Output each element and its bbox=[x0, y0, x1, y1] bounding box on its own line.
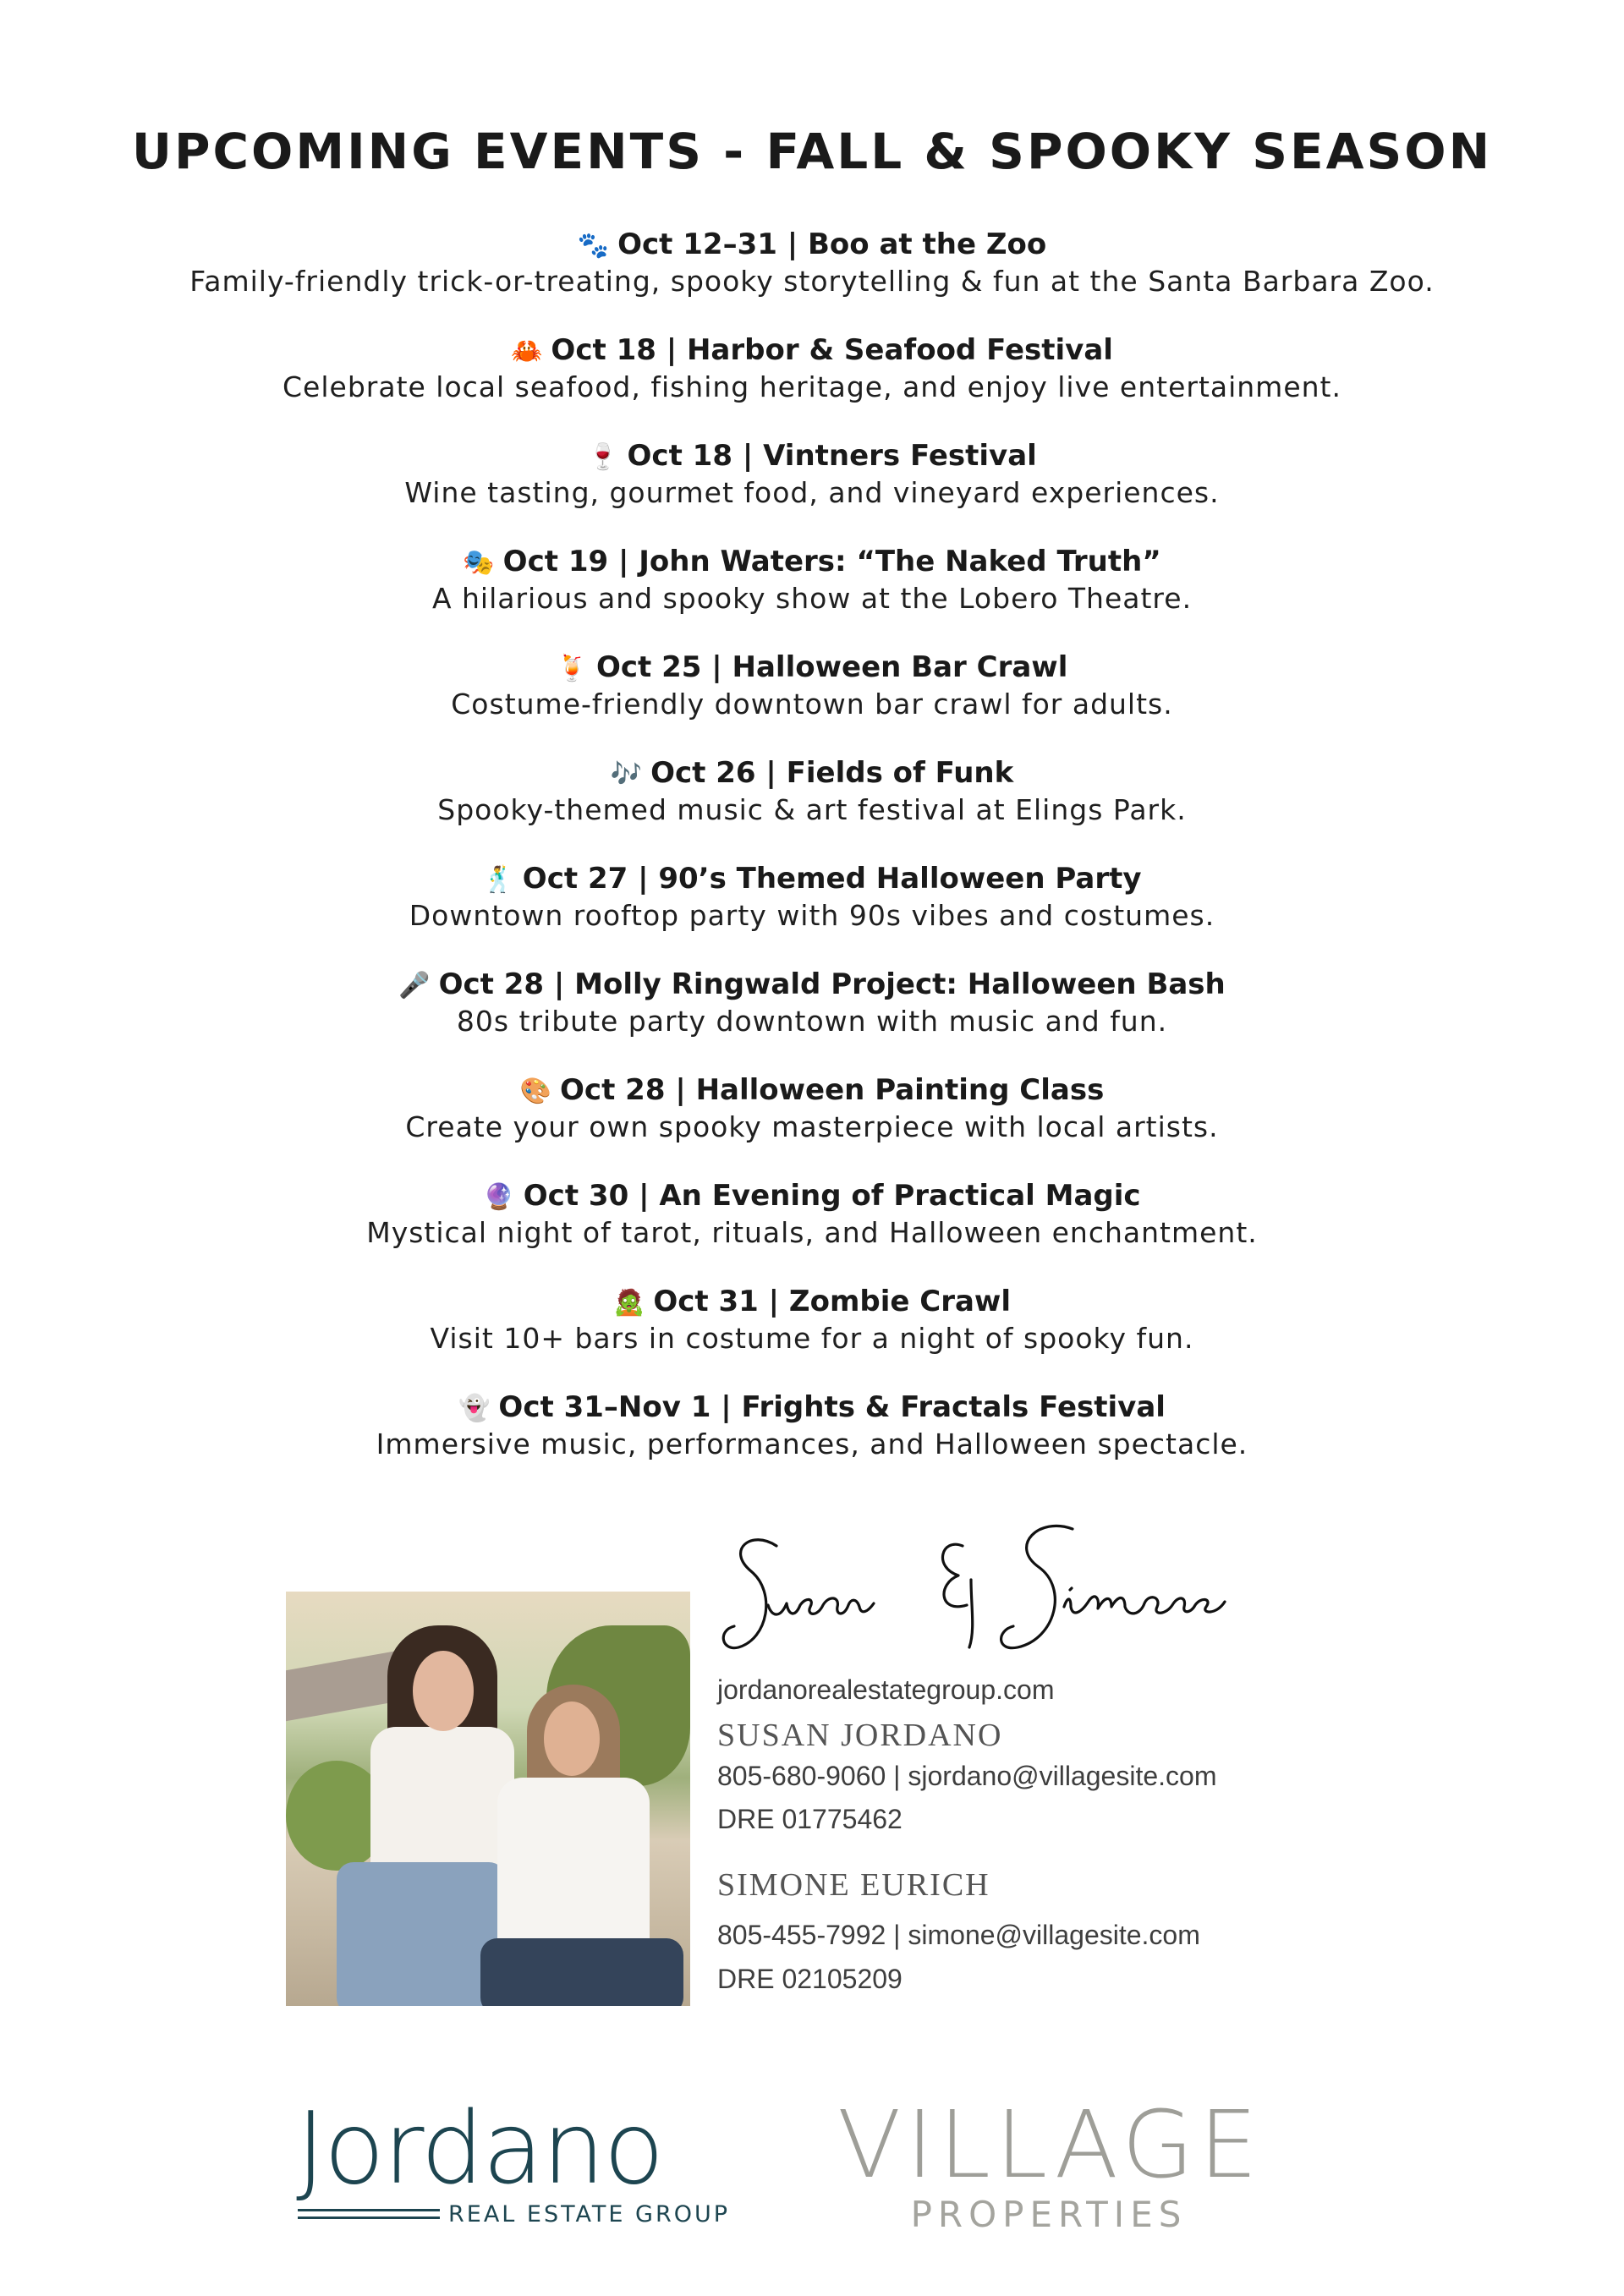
wine-glass-icon: 🍷 bbox=[587, 442, 619, 472]
event-item bbox=[0, 861, 1624, 967]
event-item bbox=[0, 544, 1624, 649]
ghost-icon: 👻 bbox=[458, 1394, 491, 1423]
website-link[interactable]: jordanorealestategroup.com bbox=[717, 1674, 1055, 1705]
event-item bbox=[0, 1072, 1624, 1178]
event-item bbox=[0, 332, 1624, 438]
agent-contact: 805-455-7992 | simone@villagesite.com bbox=[717, 1920, 1200, 1950]
village-logo bbox=[837, 2091, 1263, 2241]
signature-text: Susan & Simone bbox=[717, 1512, 723, 1513]
jordano-logo bbox=[296, 2090, 736, 2241]
agent-dre: DRE 02105209 bbox=[717, 1964, 903, 1994]
crab-icon: 🦀 bbox=[511, 337, 543, 366]
jordano-logo-subtitle: REAL ESTATE GROUP bbox=[448, 2201, 730, 2228]
event-heading: Oct 31–Nov 1 | Frights & Fractals Festival bbox=[498, 1390, 1166, 1424]
music-notes-icon: 🎶 bbox=[610, 759, 643, 789]
event-heading: Oct 26 | Fields of Funk bbox=[650, 756, 1014, 790]
event-item bbox=[0, 227, 1624, 332]
event-item bbox=[0, 649, 1624, 755]
event-description: Wine tasting, gourmet food, and vineyard experiences. bbox=[404, 476, 1220, 509]
event-heading: Oct 25 | Halloween Bar Crawl bbox=[595, 650, 1068, 684]
event-description: Spooky-themed music & art festival at Elings Park. bbox=[437, 793, 1187, 826]
jordano-logo-word: Jordano bbox=[296, 2090, 663, 2206]
zombie-icon: 🧟 bbox=[613, 1288, 645, 1318]
event-heading: Oct 28 | Molly Ringwald Project: Halloween Bash bbox=[438, 967, 1226, 1001]
event-item bbox=[0, 1389, 1624, 1495]
signature bbox=[717, 1512, 1259, 1664]
event-heading: Oct 30 | An Evening of Practical Magic bbox=[523, 1179, 1141, 1213]
agent-name: SUSAN JORDANO bbox=[717, 1718, 1003, 1753]
event-heading: Oct 31 | Zombie Crawl bbox=[653, 1285, 1011, 1318]
event-item bbox=[0, 1284, 1624, 1389]
artist-palette-icon: 🎨 bbox=[519, 1077, 552, 1106]
events-list bbox=[0, 227, 1624, 1495]
event-item bbox=[0, 967, 1624, 1072]
event-item bbox=[0, 755, 1624, 861]
event-description: A hilarious and spooky show at the Lobero Theatre. bbox=[431, 582, 1193, 615]
event-description: Costume-friendly downtown bar crawl for adults. bbox=[451, 688, 1173, 721]
event-heading: Oct 18 | Vintners Festival bbox=[627, 439, 1037, 473]
crystal-ball-icon: 🔮 bbox=[483, 1182, 515, 1212]
agents-photo bbox=[286, 1592, 690, 2006]
event-description: Celebrate local seafood, fishing heritage, and enjoy live entertainment. bbox=[283, 370, 1341, 403]
jordano-logo-lines bbox=[298, 2209, 440, 2221]
event-item bbox=[0, 438, 1624, 544]
event-heading: Oct 28 | Halloween Painting Class bbox=[560, 1073, 1105, 1107]
village-logo-subtitle: PROPERTIES bbox=[910, 2194, 1188, 2235]
event-item bbox=[0, 1178, 1624, 1284]
event-description: Visit 10+ bars in costume for a night of spooky fun. bbox=[430, 1322, 1194, 1355]
agent-contact: 805-680-9060 | sjordano@villagesite.com bbox=[717, 1761, 1217, 1791]
agent-name: SIMONE EURICH bbox=[717, 1867, 990, 1903]
theater-masks-icon: 🎭 bbox=[463, 548, 495, 578]
paw-prints-icon: 🐾 bbox=[577, 231, 610, 260]
event-description: Downtown rooftop party with 90s vibes and costumes. bbox=[409, 899, 1215, 932]
event-description: Mystical night of tarot, rituals, and Halloween enchantment. bbox=[366, 1216, 1258, 1249]
event-heading: Oct 18 | Harbor & Seafood Festival bbox=[551, 333, 1113, 367]
event-description: Immersive music, performances, and Halloween spectacle. bbox=[376, 1427, 1248, 1460]
event-description: Create your own spooky masterpiece with local artists. bbox=[405, 1110, 1219, 1143]
event-description: 80s tribute party downtown with music and fun. bbox=[456, 1005, 1168, 1038]
agent-dre: DRE 01775462 bbox=[717, 1804, 903, 1834]
event-heading: Oct 19 | John Waters: “The Naked Truth” bbox=[502, 545, 1161, 578]
dancing-man-icon: 🕺 bbox=[482, 865, 514, 895]
event-description: Family-friendly trick-or-treating, spooky storytelling & fun at the Santa Barbara Zoo. bbox=[189, 265, 1435, 298]
page-title: UPCOMING EVENTS - FALL & SPOOKY SEASON bbox=[131, 123, 1493, 180]
event-heading: Oct 27 | 90’s Themed Halloween Party bbox=[522, 862, 1142, 896]
tropical-drink-icon: 🍹 bbox=[556, 654, 588, 683]
village-logo-word: VILLAGE bbox=[837, 2091, 1263, 2199]
event-heading: Oct 12–31 | Boo at the Zoo bbox=[617, 227, 1047, 261]
microphone-icon: 🎤 bbox=[398, 971, 431, 1000]
